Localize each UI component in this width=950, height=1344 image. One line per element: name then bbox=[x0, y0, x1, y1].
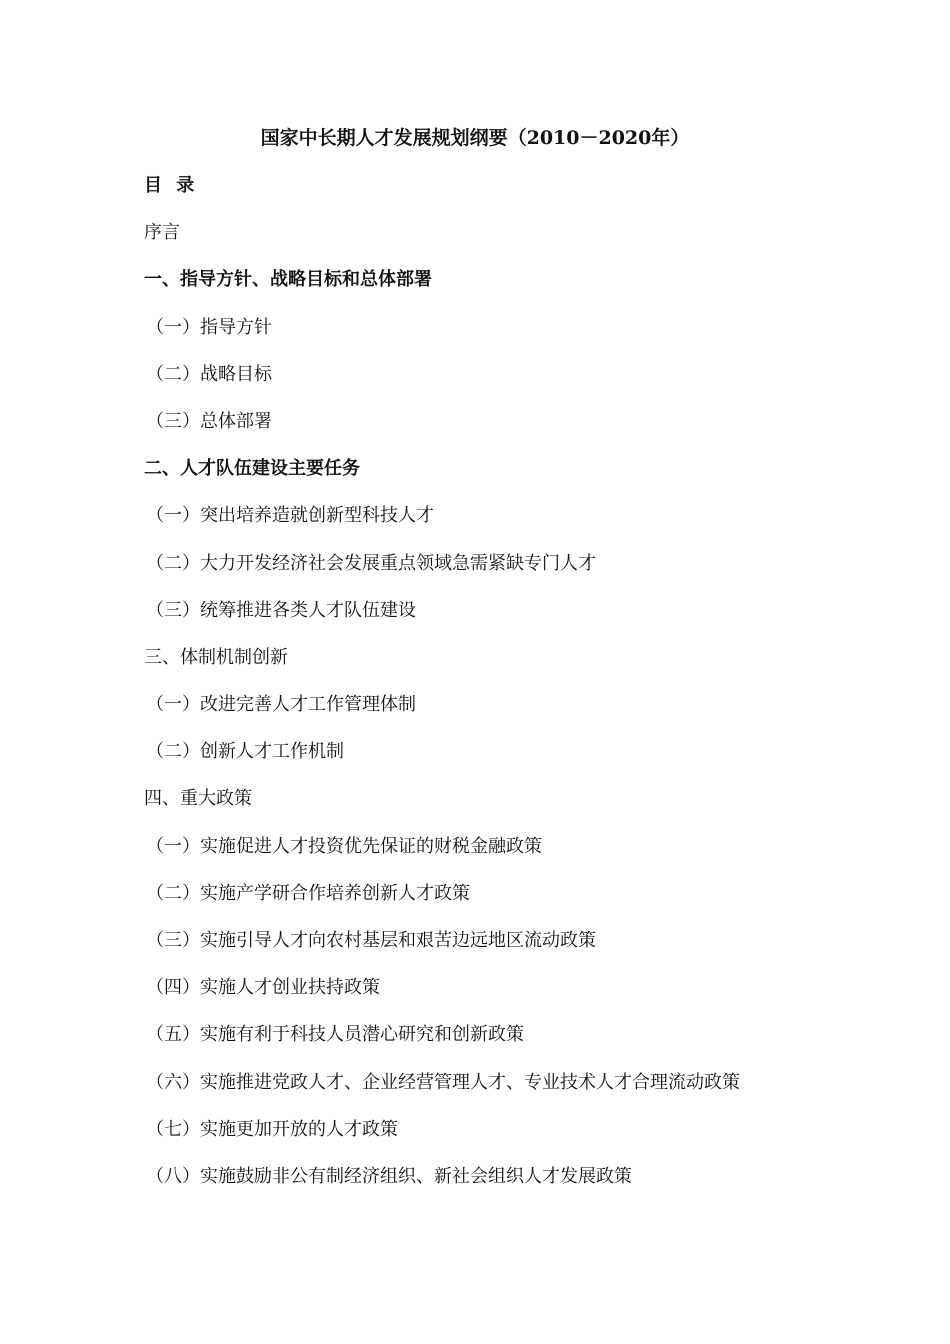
toc-entry-2-2: （二）大力开发经济社会发展重点领域急需紧缺专门人才 bbox=[146, 552, 596, 574]
toc-section-2: 二、人才队伍建设主要任务 bbox=[144, 458, 360, 480]
toc-section-1: 一、指导方针、战略目标和总体部署 bbox=[144, 269, 432, 291]
toc-entry-4-3: （三）实施引导人才向农村基层和艰苦边远地区流动政策 bbox=[146, 930, 596, 951]
toc-section-4: 四、重大政策 bbox=[144, 788, 252, 810]
toc-entry-3-2: （二）创新人才工作机制 bbox=[146, 741, 344, 763]
toc-entry-1-3: （三）总体部署 bbox=[146, 410, 272, 432]
toc-entry-4-6: （六）实施推进党政人才、企业经营管理人才、专业技术人才合理流动政策 bbox=[146, 1071, 740, 1093]
table-of-contents bbox=[144, 172, 864, 1210]
toc-entry-4-1: （一）实施促进人才投资优先保证的财税金融政策 bbox=[146, 835, 542, 857]
toc-entry-4-2: （二）实施产学研合作培养创新人才政策 bbox=[146, 882, 470, 904]
toc-entry-1-2: （二）战略目标 bbox=[146, 363, 272, 385]
toc-section-3: 三、体制机制创新 bbox=[144, 646, 288, 668]
toc-entry-4-4: （四）实施人才创业扶持政策 bbox=[146, 977, 380, 999]
document-title: 国家中长期人才发展规划纲要（2010－2020年） bbox=[260, 127, 690, 149]
toc-entry-1-1: （一）指导方针 bbox=[146, 316, 272, 338]
toc-entry-2-3: （三）统筹推进各类人才队伍建设 bbox=[146, 599, 416, 621]
toc-heading: 目 录 bbox=[144, 175, 199, 196]
toc-entry-preface: 序言 bbox=[144, 222, 180, 244]
toc-entry-4-7: （七）实施更加开放的人才政策 bbox=[146, 1118, 398, 1140]
toc-entry-3-1: （一）改进完善人才工作管理体制 bbox=[146, 694, 416, 716]
toc-entry-4-8: （八）实施鼓励非公有制经济组织、新社会组织人才发展政策 bbox=[146, 1165, 632, 1187]
toc-entry-2-1: （一）突出培养造就创新型科技人才 bbox=[146, 505, 434, 527]
toc-entry-4-5: （五）实施有利于科技人员潜心研究和创新政策 bbox=[146, 1024, 524, 1046]
